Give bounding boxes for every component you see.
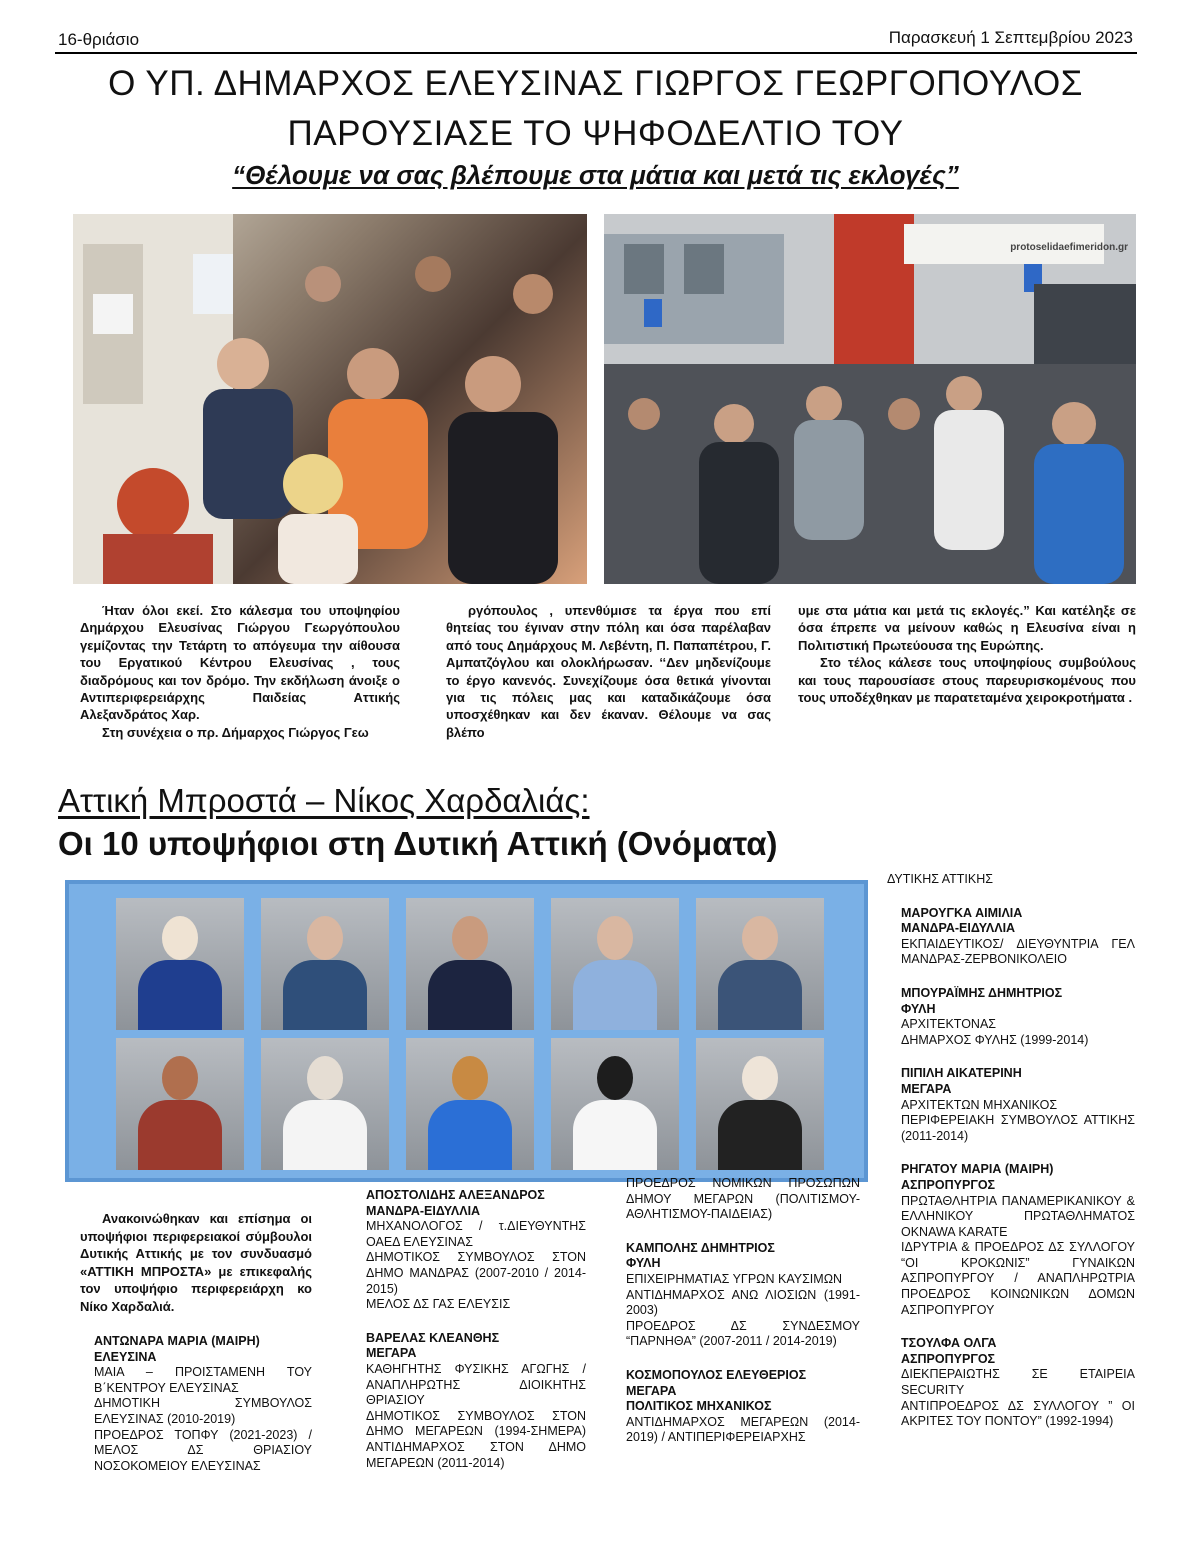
candidate-detail: ΜΗΧΑΝΟΛΟΓΟΣ / τ.ΔΙΕΥΘΥΝΤΗΣ ΟΑΕΔ ΕΛΕΥΣΙΝΑΣ <box>366 1219 586 1249</box>
article2-intro <box>80 1210 312 1316</box>
candidate-portrait <box>696 898 824 1030</box>
candidate-detail: ΕΠΙΧΕΙΡΗΜΑΤΙΑΣ ΥΓΡΩΝ ΚΑΥΣΙΜΩΝ <box>626 1271 843 1286</box>
issue-date: Παρασκευή 1 Σεπτεμβρίου 2023 <box>888 28 1133 47</box>
candidate-portrait <box>406 1038 534 1170</box>
candidate-name: ΜΑΡΟΥΓΚΑ ΑΙΜΙΛΙΑ <box>901 905 1023 920</box>
candidate-location: ΦΥΛΗ <box>901 1001 936 1016</box>
candidate-detail: ΑΡΧΙΤΕΚΤΟΝΑΣ <box>901 1017 997 1032</box>
candidate-location: ΕΛΕΥΣΙΝΑ <box>94 1349 157 1364</box>
candidate-list-column-1 <box>80 1334 312 1474</box>
section-headline: Οι 10 υποψήφιοι στη Δυτική Αττική (Ονόματα) <box>58 825 778 862</box>
article1-column-2 <box>446 602 771 741</box>
candidate-portrait <box>116 898 244 1030</box>
candidate-detail: ΑΡΧΙΤΕΚΤΩΝ ΜΗΧΑΝΙΚΟΣ <box>901 1097 1058 1112</box>
candidate-detail: ΚΑΘΗΓΗΤΗΣ ΦΥΣΙΚΗΣ ΑΓΩΓΗΣ / ΑΝΑΠΛΗΡΩΤΗΣ ΔΙΟΙΚΗΤΗΣ ΘΡΙΑΣΙΟΥ <box>366 1361 586 1408</box>
paragraph: Στο τέλος κάλεσε τους υποψηφίους συμβούλους και τους παρουσίασε στους παρευρισκομένους που τους υποδέχθηκαν με παρατεταμένα χειροκροτήματα . <box>798 655 1136 706</box>
candidate-list-column-3 <box>612 1176 860 1446</box>
header-rule <box>55 52 1137 54</box>
candidate-detail: ΠΡΩΤΑΘΛΗΤΡΙΑ ΠΑΝΑΜΕΡΙΚΑΝΙΚΟΥ & ΕΛΛΗΝΙΚΟΥ ΠΡΩΤΑΘΛΗΜΑΤΟΣ OKNAWA KARATE <box>901 1193 1135 1239</box>
event-street-illustration <box>604 214 1136 584</box>
page-section-label: 16-θριάσιο <box>58 30 140 49</box>
candidate-name: ΑΠΟΣΤΟΛΙΔΗΣ ΑΛΕΞΑΝΔΡΟΣ <box>366 1188 545 1202</box>
candidate-detail: ΔΗΜΟΤΙΚΗ ΣΥΜΒΟΥΛΟΣ ΕΛΕΥΣΙΝΑΣ (2010-2019) <box>94 1396 312 1426</box>
candidate-location: ΑΣΠΡΟΠΥΡΓΟΣ <box>901 1351 996 1366</box>
candidate-detail: ΑΝΤΙΠΡΟΕΔΡΟΣ ΔΣ ΣΥΛΛΟΓΟΥ ” ΟΙ ΑΚΡΙΤΕΣ ΤΟΥ ΠΟΝΤΟΥ” (1992-1994) <box>901 1398 1135 1429</box>
headline-quote: “Θέλουμε να σας βλέπουμε στα μάτια και μετά τις εκλογές” <box>232 160 959 190</box>
candidate-portrait <box>261 898 389 1030</box>
candidate-detail: ΔΗΜΟΤΙΚΟΣ ΣΥΜΒΟΥΛΟΣ ΣΤΟΝ ΔΗΜΟ ΜΑΝΔΡΑΣ (2007-2010 / 2014-2015) <box>366 1250 586 1296</box>
candidates-group-photo <box>65 880 868 1182</box>
candidate-detail: ΔΙΕΚΠΕΡΑΙΩΤΗΣ ΣΕ ΕΤΑΙΡΕΙΑ SECURITY <box>901 1367 1135 1398</box>
article1-column-3 <box>798 602 1136 706</box>
candidate-detail: ΔΗΜΟΤΙΚΟΣ ΣΥΜΒΟΥΛΟΣ ΣΤΟΝ ΔΗΜΟ ΜΕΓΑΡΕΩΝ (1994-ΣΗΜΕΡΑ) ΑΝΤΙΔΗΜΑΡΧΟΣ ΣΤΟΝ ΔΗΜΟ ΜΕΓΑΡΕΩΝ (2011-2014) <box>366 1408 586 1470</box>
candidate-detail: ΠΡΟΕΔΡΟΣ ΝΟΜΙΚΩΝ ΠΡΟΣΩΠΩΝ ΔΗΜΟΥ ΜΕΓΑΡΩΝ (ΠΟΛΙΤΙΣΜΟΥ- ΑΘΛΗΤΙΣΜΟΥ-ΠΑΙΔΕΙΑΣ) <box>626 1176 860 1222</box>
candidate-detail: ΕΚΠΑΙΔΕΥΤΙΚΟΣ/ ΔΙΕΥΘΥΝΤΡΙΑ ΓΕΛ ΜΑΝΔΡΑΣ-ΖΕΡΒΟΝΙΚΟΛΕΙΟ <box>901 936 1135 967</box>
candidate-detail: ΜΕΛΟΣ ΔΣ ΓΑΣ ΕΛΕΥΣΙΣ <box>366 1297 511 1312</box>
candidate-name: ΡΗΓΑΤΟΥ ΜΑΡΙΑ (ΜΑΙΡΗ) <box>901 1162 1054 1177</box>
event-crowd-illustration <box>73 214 587 584</box>
candidate-portrait <box>551 1038 679 1170</box>
paragraph: ργόπουλος , υπενθύμισε τα έργα που επί θητείας του έγιναν στην πόλη και όσα παρέλαβαν από τους Δημάρχους Μ. Λεβέντη, Π. Παπαπέτρου, Γ. Αμπατζόγλου και ολοκλήρωσαν. ‘‘Δεν μηδενίζουμε το έργο κανενός. Συνεχίζουμε όσα θετικά γίνονται για τις πόλεις μας και καταδικάζουμε όσα υποσχέθηκαν και δεν έκαναν. Θέλουμε να σας βλέπο <box>446 603 771 740</box>
candidate-portrait <box>406 898 534 1030</box>
headline-line-1: Ο ΥΠ. ΔΗΜΑΡΧΟΣ ΕΛΕΥΣΙΝΑΣ ΓΙΩΡΓΟΣ ΓΕΩΡΓΟΠΟΥΛΟΣ <box>108 64 1083 103</box>
candidate-list-column-2 <box>352 1188 586 1471</box>
candidate-name: ΒΑΡΕΛΑΣ ΚΛΕΑΝΘΗΣ <box>366 1330 500 1345</box>
section-title: Αττική Μπροστά – Νίκος Χαρδαλιάς: <box>58 782 590 819</box>
paragraph: υμε στα μάτια και μετά τις εκλογές.” Και κατέληξε σε όσα έπρεπε να μείνουν καθώς η Ελευσίνα είναι η Πολιτιστική Πρωτεύουσα της Ευρώπης. <box>798 603 1136 653</box>
candidate-location: ΑΣΠΡΟΠΥΡΓΟΣ <box>901 1177 996 1192</box>
candidate-name: ΤΣΟΥΛΦΑ ΟΛΓΑ <box>901 1336 997 1351</box>
candidate-location: ΜΕΓΑΡΑ <box>626 1383 677 1398</box>
candidate-list-column-4 <box>887 872 1135 1430</box>
candidate-location: ΜΕΓΑΡΑ <box>901 1081 952 1096</box>
candidate-detail: ΠΕΡΙΦΕΡΕΙΑΚΗ ΣΥΜΒΟΥΛΟΣ ΑΤΤΙΚΗΣ (2011-2014) <box>901 1113 1135 1143</box>
watermark-text: protoselidaefimeridon.gr <box>1010 242 1128 253</box>
paragraph: Ανακοινώθηκαν και επίσημα οι υποψήφιοι περιφερειακοί σύμβουλοι Δυτικής Αττικής με τον συνδυασμό «ΑΤΤΙΚΗ ΜΠΡΟΣΤΑ» με επικεφαλής τον υποψήφιο περιφερειάρχη κο Νίκο Χαρδαλιά. <box>80 1211 312 1314</box>
candidate-detail: ΑΝΤΙΔΗΜΑΡΧΟΣ ΜΕΓΑΡΕΩΝ (2014-2019) / ΑΝΤΙΠΕΡΙΦΕΡΕΙΑΡΧΗΣ <box>626 1414 860 1445</box>
candidate-detail: ΠΡΟΕΔΡΟΣ ΤΟΠΦΥ (2021-2023) / ΜΕΛΟΣ ΔΣ ΘΡΙΑΣΙΟΥ ΝΟΣΟΚΟΜΕΙΟΥ ΕΛΕΥΣΙΝΑΣ <box>94 1427 312 1473</box>
paragraph: Ήταν όλοι εκεί. Στο κάλεσμα του υποψηφίου Δημάρχου Ελευσίνας Γιώργου Γεωργόπουλου γεμίζοντας την Τετάρτη το απόγευμα την αίθουσα του Εργατικού Κέντρου Ελευσίνας , τους διαδρόμους και τον δρόμο. Την εκδήλωση άνοιξε ο Αντιπεριφερειάρχης Παιδείας Αττικής Αλεξανδράτος Χαρ. <box>80 603 400 723</box>
candidate-detail: ΜΑΙΑ – ΠΡΟΙΣΤΑΜΕΝΗ ΤΟΥ Β΄ΚΕΝΤΡΟΥ ΕΛΕΥΣΙΝΑΣ <box>94 1365 312 1395</box>
candidate-portrait <box>116 1038 244 1170</box>
headline-line-2: ΠΑΡΟΥΣΙΑΣΕ ΤΟ ΨΗΦΟΔΕΛΤΙΟ ΤΟΥ <box>287 114 904 153</box>
candidate-detail: ΔΗΜΑΡΧΟΣ ΦΥΛΗΣ (1999-2014) <box>901 1032 1089 1047</box>
article1-column-1 <box>80 602 400 741</box>
candidate-detail: ΔΥΤΙΚΗΣ ΑΤΤΙΚΗΣ <box>887 872 993 886</box>
candidate-location: ΜΑΝΔΡΑ-ΕΙΔΥΛΛΙΑ <box>366 1203 481 1218</box>
candidate-detail: ΠΡΟΕΔΡΟΣ ΔΣ ΣΥΝΔΕΣΜΟΥ “ΠΑΡΝΗΘΑ” (2007-2011 / 2014-2019) <box>626 1318 860 1349</box>
candidate-location: ΦΥΛΗ <box>626 1256 661 1271</box>
paragraph: Στη συνέχεια ο πρ. Δήμαρχος Γιώργος Γεω <box>102 724 369 740</box>
candidate-name: ΠΙΠΙΛΗ ΑΙΚΑΤΕΡΙΝΗ <box>901 1066 1022 1081</box>
candidate-name: ΑΝΤΩΝΑΡΑ ΜΑΡΙΑ (ΜΑΙΡΗ) <box>94 1334 260 1348</box>
candidate-portrait <box>551 898 679 1030</box>
candidate-profession: ΠΟΛΙΤΙΚΟΣ ΜΗΧΑΝΙΚΟΣ <box>626 1399 772 1414</box>
event-street-photo <box>604 214 1136 584</box>
candidate-detail: ΙΔΡΥΤΡΙΑ & ΠΡΟΕΔΡΟΣ ΔΣ ΣΥΛΛΟΓΟΥ “ΟΙ ΚΡΟΚΩΝΙΣ” ΓΥΝΑΙΚΩΝ ΑΣΠΡΟΠΥΡΓΟΥ / ΑΝΑΠΛΗΡΩΤΡΙΑ ΠΡΟΕΔΡΟΣ ΚΟΙΝΩΝΙΚΩΝ ΔΟΜΩΝ ΑΣΠΡΟΠΥΡΓΟΥ <box>901 1240 1135 1317</box>
candidate-portrait <box>696 1038 824 1170</box>
candidate-location: ΜΑΝΔΡΑ-ΕΙΔΥΛΛΙΑ <box>901 921 1016 936</box>
candidate-name: ΚΟΣΜΟΠΟΥΛΟΣ ΕΛΕΥΘΕΡΙΟΣ <box>626 1367 807 1382</box>
candidate-detail: ΑΝΤΙΔΗΜΑΡΧΟΣ ΑΝΩ ΛΙΟΣΙΩΝ (1991-2003) <box>626 1287 860 1318</box>
candidate-portrait <box>261 1038 389 1170</box>
candidate-name: ΜΠΟΥΡΑΪΜΗΣ ΔΗΜΗΤΡΙΟΣ <box>901 985 1063 1000</box>
candidate-name: ΚΑΜΠΟΛΗΣ ΔΗΜΗΤΡΙΟΣ <box>626 1240 775 1255</box>
event-crowd-photo <box>73 214 587 584</box>
candidate-location: ΜΕΓΑΡΑ <box>366 1346 417 1361</box>
